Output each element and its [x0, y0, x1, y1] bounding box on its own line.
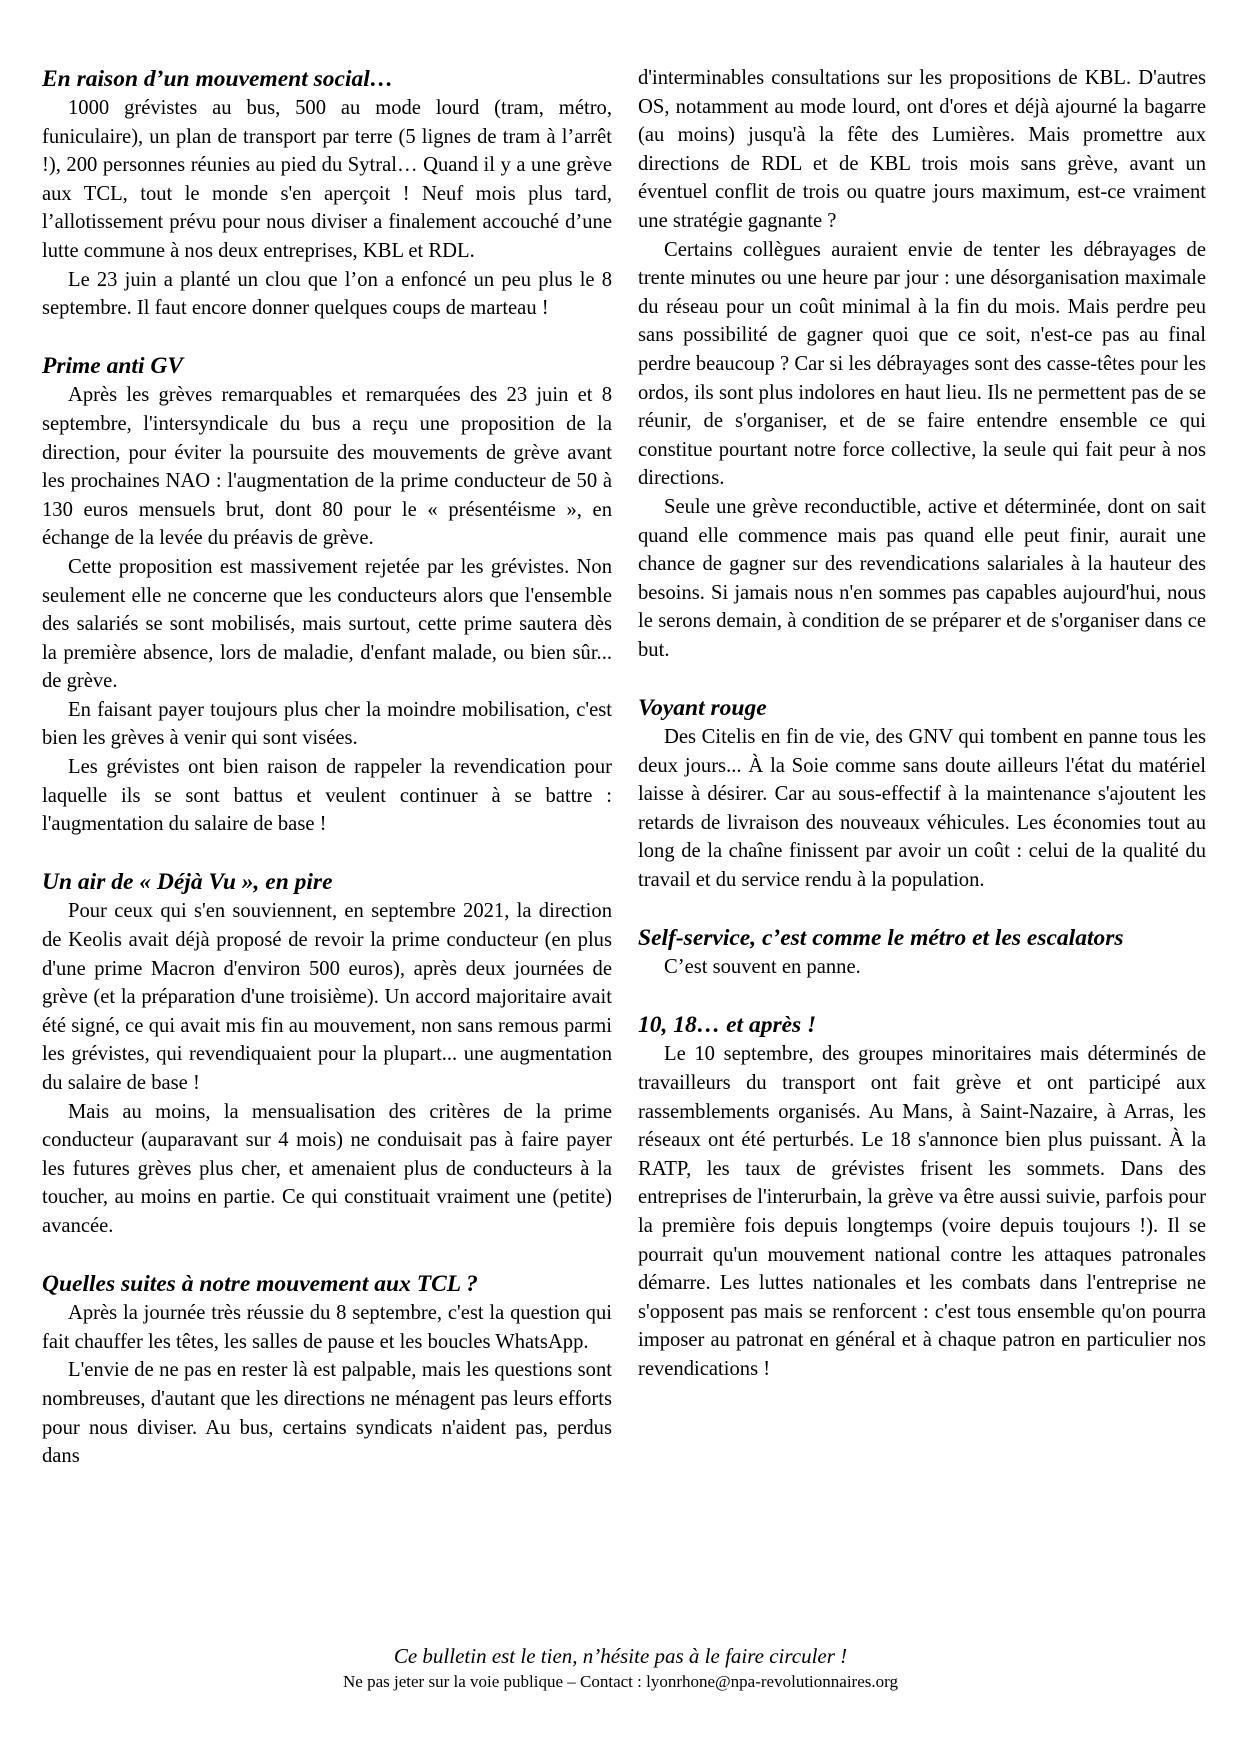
article-title: Quelles suites à notre mouvement aux TCL ? — [42, 1271, 478, 1298]
article-mouvement-social — [42, 64, 612, 323]
article-paragraph: Le 23 juin a planté un clou que l’on a enfoncé un peu plus le 8 septembre. Il faut encore donner quelques coups de marteau ! — [42, 268, 612, 320]
article-paragraph: En faisant payer toujours plus cher la moindre mobilisation, c'est bien les grèves à venir qui sont visées. — [42, 698, 612, 750]
article-title: Prime anti GV — [42, 353, 184, 380]
article-title: En raison d’un mouvement social… — [42, 66, 394, 92]
article-paragraph: Pour ceux qui s'en souviennent, en septembre 2021, la direction de Keolis avait déjà proposé de revoir la prime conducteur (en plus d'une prime Macron d'environ 500 euros), après deux journées de grève (et la préparation d'une troisième). Un accord majoritaire avait été signé, ce qui avait mis fin au mouvement, non sans remous parmi les grévistes, qui revendiquaient pour la plupart... une augmentation du salaire de base ! — [42, 900, 612, 1094]
article-quelles-suites-continued — [638, 64, 1206, 664]
article-deja-vu — [42, 867, 612, 1240]
article-paragraph: Cette proposition est massivement rejetée par les grévistes. Non seulement elle ne concerne que les conducteurs alors que l'ensemble des salariés se sont mobilisés, mais surtout, cette prime sautera dès la première absence, lors de maladie, d'enfant malade, ou bien sûr... de grève. — [42, 555, 612, 693]
article-paragraph: C’est souvent en panne. — [664, 956, 861, 979]
footer-contact: Ne pas jeter sur la voie publique – Contact : lyonrhone@npa-revolutionnaires.org — [343, 1672, 898, 1691]
article-title: Voyant rouge — [638, 695, 767, 722]
article-paragraph: d'interminables consultations sur les propositions de KBL. D'autres OS, notamment au mode lourd, ont d'ores et déjà ajourné la bagarre (au moins) jusqu'à la fête des Lumières. Mais promettre aux directions de RDL et de KBL trois mois sans grève, avant un éventuel conflit de trois ou quatre jours maximum, est-ce vraiment une stratégie gagnante ? — [638, 67, 1206, 232]
article-paragraph: Après la journée très réussie du 8 septembre, c'est la question qui fait chauffer les têtes, les salles de pause et les boucles WhatsApp. — [42, 1302, 612, 1353]
article-10-18-et-apres — [638, 1010, 1206, 1383]
article-self-service — [638, 923, 1206, 982]
article-paragraph: Certains collègues auraient envie de tenter les débrayages de trente minutes ou une heure par jour : une désorganisation maximale du réseau pour un coût minimal à la fin du mois. Mais perdre peu sans possibilité de gagner quoi que ce soit, n'est-ce pas au final perdre beaucoup ? Car si les débrayages sont des casse-têtes pour les ordos, ils sont plus indolores en haut lieu. Ils ne permettent pas de se réunir, de s'organiser, et de se faire entendre ensemble ce qui constitue pourtant notre force collective, la seule qui fait peur à nos directions. — [638, 238, 1206, 490]
article-paragraph: 1000 grévistes au bus, 500 au mode lourd (tram, métro, funiculaire), un plan de transport par terre (5 lignes de tram à l’arrêt !), 200 personnes réunies au pied du Sytral… Quand il y a une grève aux TCL, tout le monde s'en aperçoit ! Neuf mois plus tard, l’allotissement prévu pour nous diviser a finalement accouché d’une lutte commune à nos deux entreprises, KBL et RDL. — [42, 97, 612, 262]
article-prime-anti-gv — [42, 351, 612, 839]
article-paragraph: Les grévistes ont bien raison de rappeler la revendication pour laquelle ils se sont battus et veulent continuer à se battre : l'augmentation du salaire de base ! — [42, 756, 612, 836]
article-title: Self-service, c’est comme le métro et les escalators — [638, 925, 1124, 952]
article-paragraph: Seule une grève reconductible, active et déterminée, dont on sait quand elle commence mais pas quand elle peut finir, aurait une chance de gagner sur des revendications salariales à la hauteur des besoins. Si jamais nous n'en sommes pas capables aujourd'hui, nous le serons demain, à condition de se préparer et de s'organiser dans ce but. — [638, 495, 1206, 661]
article-paragraph: Le 10 septembre, des groupes minoritaires mais déterminés de travailleurs du transport ont fait grève et ont participé aux rassemblements organisés. Au Mans, à Saint-Nazaire, à Arras, les réseaux ont été perturbés. Le 18 s'annonce bien plus puissant. À la RATP, les taux de grévistes frisent les sommets. Dans des entreprises de l'interurbain, la grève va être aussi suivie, parfois pour la première fois depuis longtemps (voire depuis toujours !). Il se pourrait qu'un mouvement national contre les attaques patronales démarre. Les luttes nationales et les combats dans l'entreprise ne s'opposent pas mais se renforcent : c'est tous ensemble qu'on pourra imposer au patronat en général et à chaque patron en particulier nos revendications ! — [638, 1043, 1206, 1380]
article-paragraph: Des Citelis en fin de vie, des GNV qui tombent en panne tous les deux jours... À la Soie comme sans doute ailleurs l'état du matériel laisse à désirer. Car au sous-effectif à la maintenance s'ajoutent les retards de livraison des nouveaux véhicules. Les économies tout au long de la chaîne finissent par avoir un coût : celui de la qualité du travail et du service rendu à la population. — [638, 726, 1206, 892]
left-column — [42, 64, 612, 1499]
article-paragraph: Après les grèves remarquables et remarquées des 23 juin et 8 septembre, l'intersyndicale du bus a reçu une proposition de la direction, pour éviter la poursuite des mouvements de grève avant les prochaines NAO : l'augmentation de la prime conducteur de 50 à 130 euros mensuels brut, dont 80 pour le « présentéisme », en échange de la levée du préavis de grève. — [42, 384, 612, 550]
article-title: 10, 18… et après ! — [638, 1012, 817, 1039]
right-column — [638, 64, 1206, 1412]
article-voyant-rouge — [638, 693, 1206, 895]
footer-slogan: Ce bulletin est le tien, n’hésite pas à le faire circuler ! — [393, 1644, 848, 1668]
article-paragraph: L'envie de ne pas en rester là est palpable, mais les questions sont nombreuses, d'autant que les directions ne ménagent pas leurs efforts pour nous diviser. Au bus, certains syndicats n'aident pas, perdus dans — [42, 1359, 612, 1468]
article-title: Un air de « Déjà Vu », en pire — [42, 869, 333, 896]
article-quelles-suites — [42, 1269, 612, 1471]
article-paragraph: Mais au moins, la mensualisation des critères de la prime conducteur (auparavant sur 4 mois) ne conduisait pas à faire payer les futures grèves plus cher, et amenaient plus de conducteurs à la toucher, au moins en partie. Ce qui constituait vraiment une (petite) avancée. — [42, 1100, 612, 1237]
